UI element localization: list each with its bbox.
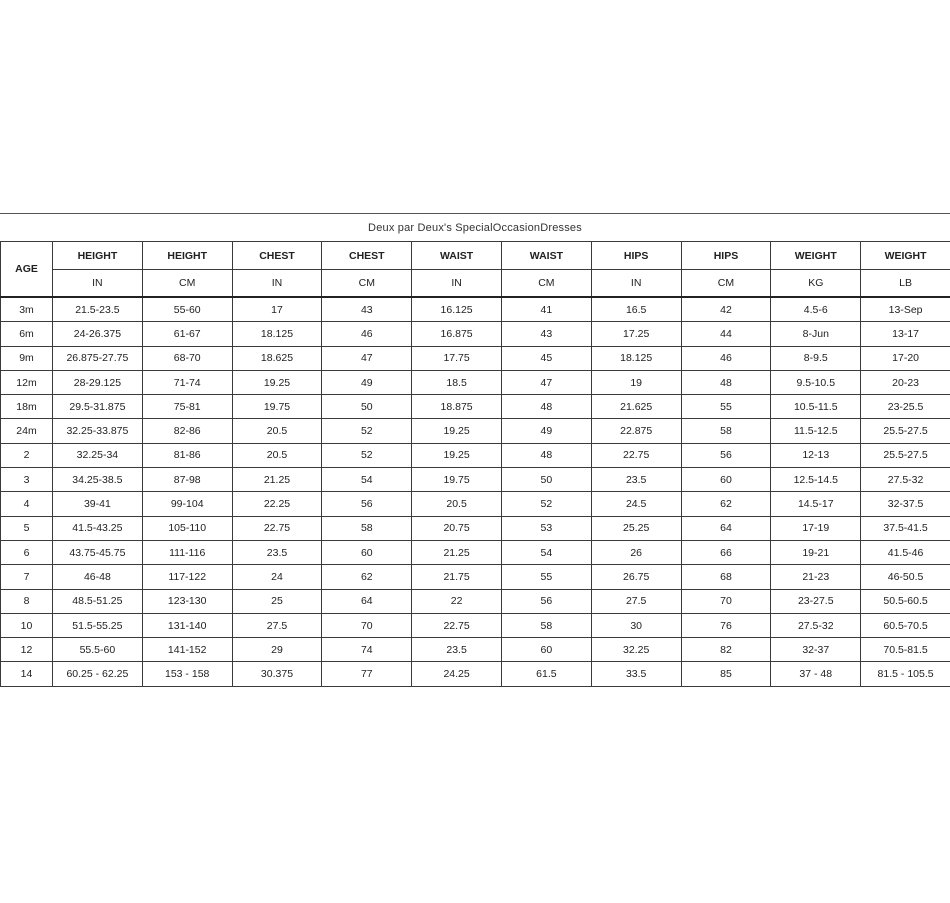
value-cell: 32.25-34 xyxy=(53,443,143,467)
value-cell: 64 xyxy=(322,589,412,613)
value-cell: 22.75 xyxy=(412,613,502,637)
value-cell: 24 xyxy=(232,565,322,589)
value-cell: 46 xyxy=(322,322,412,346)
value-cell: 48 xyxy=(681,370,771,394)
value-cell: 26.75 xyxy=(591,565,681,589)
value-cell: 18.875 xyxy=(412,395,502,419)
value-cell: 43 xyxy=(501,322,591,346)
value-cell: 21.25 xyxy=(412,540,502,564)
value-cell: 55.5-60 xyxy=(53,638,143,662)
value-cell: 48 xyxy=(501,443,591,467)
value-cell: 131-140 xyxy=(142,613,232,637)
table-row xyxy=(1,662,950,686)
age-cell: 3m xyxy=(1,297,53,322)
value-cell: 16.875 xyxy=(412,322,502,346)
value-cell: 13-Sep xyxy=(861,297,950,322)
column-unit-weight-kg: KG xyxy=(771,270,861,298)
header-row-names xyxy=(1,242,950,270)
value-cell: 12-13 xyxy=(771,443,861,467)
age-cell: 9m xyxy=(1,346,53,370)
column-unit-chest-cm: CM xyxy=(322,270,412,298)
value-cell: 21.625 xyxy=(591,395,681,419)
value-cell: 82 xyxy=(681,638,771,662)
value-cell: 66 xyxy=(681,540,771,564)
value-cell: 28-29.125 xyxy=(53,370,143,394)
column-unit-waist-cm: CM xyxy=(501,270,591,298)
value-cell: 16.5 xyxy=(591,297,681,322)
value-cell: 19-21 xyxy=(771,540,861,564)
column-header-weight-kg: WEIGHT xyxy=(771,242,861,270)
age-header: AGE xyxy=(1,242,53,298)
value-cell: 34.25-38.5 xyxy=(53,468,143,492)
column-unit-weight-lb: LB xyxy=(861,270,950,298)
value-cell: 4.5-6 xyxy=(771,297,861,322)
value-cell: 87-98 xyxy=(142,468,232,492)
column-header-hips-cm: HIPS xyxy=(681,242,771,270)
value-cell: 19 xyxy=(591,370,681,394)
value-cell: 33.5 xyxy=(591,662,681,686)
column-unit-waist-in: IN xyxy=(412,270,502,298)
column-header-waist-cm: WAIST xyxy=(501,242,591,270)
value-cell: 20.5 xyxy=(232,443,322,467)
table-row xyxy=(1,589,950,613)
value-cell: 47 xyxy=(501,370,591,394)
age-cell: 2 xyxy=(1,443,53,467)
value-cell: 61-67 xyxy=(142,322,232,346)
value-cell: 25.5-27.5 xyxy=(861,443,950,467)
value-cell: 70 xyxy=(322,613,412,637)
age-cell: 14 xyxy=(1,662,53,686)
age-cell: 18m xyxy=(1,395,53,419)
value-cell: 21.25 xyxy=(232,468,322,492)
value-cell: 68-70 xyxy=(142,346,232,370)
value-cell: 13-17 xyxy=(861,322,950,346)
value-cell: 8-9.5 xyxy=(771,346,861,370)
value-cell: 123-130 xyxy=(142,589,232,613)
age-cell: 3 xyxy=(1,468,53,492)
column-unit-chest-in: IN xyxy=(232,270,322,298)
column-header-hips-in: HIPS xyxy=(591,242,681,270)
value-cell: 20.5 xyxy=(412,492,502,516)
value-cell: 44 xyxy=(681,322,771,346)
value-cell: 62 xyxy=(681,492,771,516)
value-cell: 37 - 48 xyxy=(771,662,861,686)
value-cell: 16.125 xyxy=(412,297,502,322)
value-cell: 39-41 xyxy=(53,492,143,516)
value-cell: 81.5 - 105.5 xyxy=(861,662,950,686)
value-cell: 24.25 xyxy=(412,662,502,686)
value-cell: 18.125 xyxy=(591,346,681,370)
age-cell: 4 xyxy=(1,492,53,516)
table-row xyxy=(1,638,950,662)
value-cell: 64 xyxy=(681,516,771,540)
value-cell: 52 xyxy=(501,492,591,516)
value-cell: 17.75 xyxy=(412,346,502,370)
value-cell: 17-19 xyxy=(771,516,861,540)
table-row xyxy=(1,565,950,589)
table-body xyxy=(1,297,950,686)
table-row xyxy=(1,468,950,492)
value-cell: 105-110 xyxy=(142,516,232,540)
title-bar xyxy=(0,213,950,242)
table-row xyxy=(1,492,950,516)
value-cell: 46 xyxy=(681,346,771,370)
value-cell: 32.25-33.875 xyxy=(53,419,143,443)
value-cell: 52 xyxy=(322,419,412,443)
value-cell: 50 xyxy=(501,468,591,492)
value-cell: 20.5 xyxy=(232,419,322,443)
table-row xyxy=(1,322,950,346)
size-chart-table xyxy=(0,241,950,687)
value-cell: 58 xyxy=(501,613,591,637)
value-cell: 117-122 xyxy=(142,565,232,589)
chart-title: Deux par Deux's SpecialOccasionDresses xyxy=(368,222,582,234)
value-cell: 29.5-31.875 xyxy=(53,395,143,419)
value-cell: 19.25 xyxy=(412,443,502,467)
size-chart-sheet xyxy=(0,213,950,681)
value-cell: 60 xyxy=(501,638,591,662)
value-cell: 23.5 xyxy=(412,638,502,662)
value-cell: 23-25.5 xyxy=(861,395,950,419)
table-row xyxy=(1,419,950,443)
value-cell: 23-27.5 xyxy=(771,589,861,613)
age-cell: 6 xyxy=(1,540,53,564)
value-cell: 18.625 xyxy=(232,346,322,370)
value-cell: 18.5 xyxy=(412,370,502,394)
value-cell: 58 xyxy=(681,419,771,443)
value-cell: 11.5-12.5 xyxy=(771,419,861,443)
value-cell: 43.75-45.75 xyxy=(53,540,143,564)
value-cell: 19.25 xyxy=(412,419,502,443)
table-row xyxy=(1,370,950,394)
value-cell: 60.5-70.5 xyxy=(861,613,950,637)
value-cell: 12.5-14.5 xyxy=(771,468,861,492)
value-cell: 26 xyxy=(591,540,681,564)
value-cell: 55 xyxy=(501,565,591,589)
value-cell: 111-116 xyxy=(142,540,232,564)
value-cell: 60.25 - 62.25 xyxy=(53,662,143,686)
value-cell: 55 xyxy=(681,395,771,419)
value-cell: 60 xyxy=(681,468,771,492)
age-cell: 5 xyxy=(1,516,53,540)
value-cell: 23.5 xyxy=(591,468,681,492)
column-unit-hips-in: IN xyxy=(591,270,681,298)
value-cell: 61.5 xyxy=(501,662,591,686)
value-cell: 21.5-23.5 xyxy=(53,297,143,322)
value-cell: 9.5-10.5 xyxy=(771,370,861,394)
value-cell: 75-81 xyxy=(142,395,232,419)
value-cell: 153 - 158 xyxy=(142,662,232,686)
age-cell: 12 xyxy=(1,638,53,662)
value-cell: 27.5-32 xyxy=(861,468,950,492)
value-cell: 70 xyxy=(681,589,771,613)
value-cell: 70.5-81.5 xyxy=(861,638,950,662)
value-cell: 24.5 xyxy=(591,492,681,516)
value-cell: 23.5 xyxy=(232,540,322,564)
value-cell: 29 xyxy=(232,638,322,662)
value-cell: 50 xyxy=(322,395,412,419)
value-cell: 20.75 xyxy=(412,516,502,540)
value-cell: 18.125 xyxy=(232,322,322,346)
value-cell: 41.5-46 xyxy=(861,540,950,564)
table-row xyxy=(1,346,950,370)
value-cell: 141-152 xyxy=(142,638,232,662)
value-cell: 25 xyxy=(232,589,322,613)
value-cell: 81-86 xyxy=(142,443,232,467)
value-cell: 71-74 xyxy=(142,370,232,394)
value-cell: 22.25 xyxy=(232,492,322,516)
value-cell: 74 xyxy=(322,638,412,662)
value-cell: 55-60 xyxy=(142,297,232,322)
value-cell: 19.75 xyxy=(412,468,502,492)
value-cell: 60 xyxy=(322,540,412,564)
value-cell: 22.875 xyxy=(591,419,681,443)
value-cell: 17 xyxy=(232,297,322,322)
value-cell: 19.75 xyxy=(232,395,322,419)
value-cell: 27.5 xyxy=(591,589,681,613)
column-header-chest-cm: CHEST xyxy=(322,242,412,270)
value-cell: 68 xyxy=(681,565,771,589)
table-row xyxy=(1,540,950,564)
value-cell: 43 xyxy=(322,297,412,322)
table-row xyxy=(1,516,950,540)
value-cell: 19.25 xyxy=(232,370,322,394)
value-cell: 49 xyxy=(322,370,412,394)
value-cell: 22 xyxy=(412,589,502,613)
value-cell: 48 xyxy=(501,395,591,419)
table-row xyxy=(1,443,950,467)
value-cell: 56 xyxy=(681,443,771,467)
value-cell: 21.75 xyxy=(412,565,502,589)
value-cell: 62 xyxy=(322,565,412,589)
value-cell: 85 xyxy=(681,662,771,686)
value-cell: 32-37.5 xyxy=(861,492,950,516)
value-cell: 46-50.5 xyxy=(861,565,950,589)
age-cell: 10 xyxy=(1,613,53,637)
value-cell: 27.5 xyxy=(232,613,322,637)
column-unit-hips-cm: CM xyxy=(681,270,771,298)
value-cell: 21-23 xyxy=(771,565,861,589)
value-cell: 54 xyxy=(322,468,412,492)
value-cell: 42 xyxy=(681,297,771,322)
value-cell: 52 xyxy=(322,443,412,467)
value-cell: 41.5-43.25 xyxy=(53,516,143,540)
value-cell: 56 xyxy=(501,589,591,613)
value-cell: 8-Jun xyxy=(771,322,861,346)
value-cell: 45 xyxy=(501,346,591,370)
age-cell: 8 xyxy=(1,589,53,613)
value-cell: 27.5-32 xyxy=(771,613,861,637)
age-cell: 6m xyxy=(1,322,53,346)
value-cell: 47 xyxy=(322,346,412,370)
value-cell: 82-86 xyxy=(142,419,232,443)
age-cell: 7 xyxy=(1,565,53,589)
value-cell: 10.5-11.5 xyxy=(771,395,861,419)
value-cell: 58 xyxy=(322,516,412,540)
value-cell: 76 xyxy=(681,613,771,637)
value-cell: 17.25 xyxy=(591,322,681,346)
value-cell: 20-23 xyxy=(861,370,950,394)
value-cell: 25.25 xyxy=(591,516,681,540)
value-cell: 25.5-27.5 xyxy=(861,419,950,443)
column-unit-height-cm: CM xyxy=(142,270,232,298)
value-cell: 26.875-27.75 xyxy=(53,346,143,370)
column-unit-height-in: IN xyxy=(53,270,143,298)
value-cell: 48.5-51.25 xyxy=(53,589,143,613)
value-cell: 54 xyxy=(501,540,591,564)
value-cell: 56 xyxy=(322,492,412,516)
value-cell: 37.5-41.5 xyxy=(861,516,950,540)
age-cell: 24m xyxy=(1,419,53,443)
value-cell: 49 xyxy=(501,419,591,443)
value-cell: 30 xyxy=(591,613,681,637)
value-cell: 46-48 xyxy=(53,565,143,589)
value-cell: 99-104 xyxy=(142,492,232,516)
table-row xyxy=(1,395,950,419)
value-cell: 41 xyxy=(501,297,591,322)
value-cell: 14.5-17 xyxy=(771,492,861,516)
table-row xyxy=(1,297,950,322)
value-cell: 22.75 xyxy=(232,516,322,540)
value-cell: 32.25 xyxy=(591,638,681,662)
column-header-weight-lb: WEIGHT xyxy=(861,242,950,270)
column-header-waist-in: WAIST xyxy=(412,242,502,270)
value-cell: 30.375 xyxy=(232,662,322,686)
value-cell: 32-37 xyxy=(771,638,861,662)
column-header-chest-in: CHEST xyxy=(232,242,322,270)
column-header-height-in: HEIGHT xyxy=(53,242,143,270)
column-header-height-cm: HEIGHT xyxy=(142,242,232,270)
header-row-units xyxy=(1,270,950,298)
value-cell: 77 xyxy=(322,662,412,686)
value-cell: 22.75 xyxy=(591,443,681,467)
value-cell: 50.5-60.5 xyxy=(861,589,950,613)
table-row xyxy=(1,613,950,637)
value-cell: 17-20 xyxy=(861,346,950,370)
age-cell: 12m xyxy=(1,370,53,394)
value-cell: 51.5-55.25 xyxy=(53,613,143,637)
value-cell: 24-26.375 xyxy=(53,322,143,346)
value-cell: 53 xyxy=(501,516,591,540)
